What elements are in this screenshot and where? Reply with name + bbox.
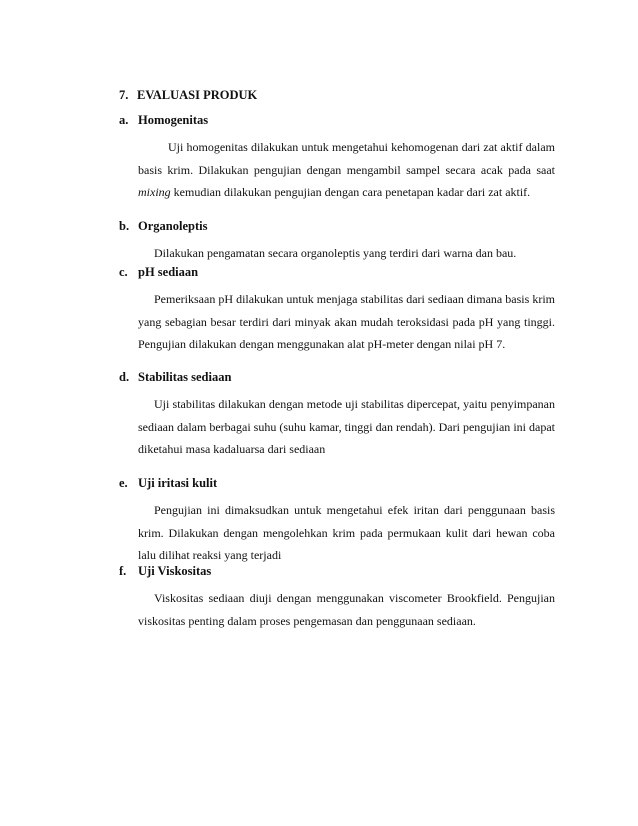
paragraph-text-continued: kemudian dilakukan pengujian dengan cara penetapan kadar dari zat aktif. <box>170 185 531 199</box>
subsection-organoleptis <box>119 218 555 265</box>
subsection-title-text: Uji iritasi kulit <box>138 476 218 490</box>
subsection-title-text: Organoleptis <box>138 219 208 233</box>
subsection-paragraph: Viskositas sediaan diuji dengan menggunakan viscometer Brookfield. Pengujian viskositas penting dalam proses pengemasan dan penggunaan sediaan. <box>138 591 555 628</box>
subsection-letter: b. <box>119 219 130 233</box>
subsection-title <box>119 563 555 579</box>
subsection-paragraph: Dilakukan pengamatan secara organoleptis yang terdiri dari warna dan bau. <box>154 246 517 260</box>
italic-term: mixing <box>138 185 171 199</box>
subsection-title-text: pH sediaan <box>138 265 199 279</box>
subsection-ph-sediaan <box>119 264 555 356</box>
subsection-title-text: Uji Viskositas <box>138 564 212 578</box>
subsection-title <box>119 218 555 234</box>
subsection-paragraph: Uji stabilitas dilakukan dengan metode uji stabilitas dipercepat, yaitu penyimpanan sediaan dalam berbagai suhu (suhu kamar, tinggi dan rendah). Dari pengujian ini dapat diketahui masa kadaluarsa dari sediaan <box>138 397 555 456</box>
heading-number: 7. <box>119 88 129 102</box>
subsection-title-text: Homogenitas <box>138 113 209 127</box>
subsection-paragraph: Pengujian ini dimaksudkan untuk mengetahui efek iritan dari penggunaan basis krim. Dilakukan dengan mengolehkan krim pada permukaan kulit dari hewan coba lalu dilihat reaksi yang terjadi <box>138 503 555 562</box>
subsection-title <box>119 112 555 128</box>
subsection-title <box>119 475 555 491</box>
subsection-paragraph <box>138 136 555 204</box>
heading-title: EVALUASI PRODUK <box>137 88 258 102</box>
subsection-uji-iritasi-kulit <box>119 475 555 567</box>
subsection-letter: a. <box>119 113 129 127</box>
subsection-letter: e. <box>119 476 128 490</box>
paragraph-text: Uji homogenitas dilakukan untuk mengetahui kehomogenan dari zat aktif dalam basis krim. Dilakukan pengujian dengan mengambil sampel secara acak pada saat <box>138 140 555 177</box>
subsection-letter: c. <box>119 265 128 279</box>
subsection-homogenitas <box>119 112 555 204</box>
subsection-title-text: Stabilitas sediaan <box>138 370 232 384</box>
subsection-paragraph: Pemeriksaan pH dilakukan untuk menjaga stabilitas dari sediaan dimana basis krim yang sebagian besar terdiri dari minyak akan mudah teroksidasi pada pH yang tinggi. Pengujian dilakukan dengan menggunakan alat pH-meter dengan nilai pH 7. <box>138 292 555 351</box>
subsection-stabilitas-sediaan <box>119 369 555 461</box>
subsection-uji-viskositas <box>119 563 555 632</box>
section-heading <box>119 87 257 103</box>
subsection-title <box>119 369 555 385</box>
subsection-title <box>119 264 555 280</box>
subsection-letter: f. <box>119 564 127 578</box>
subsection-letter: d. <box>119 370 130 384</box>
